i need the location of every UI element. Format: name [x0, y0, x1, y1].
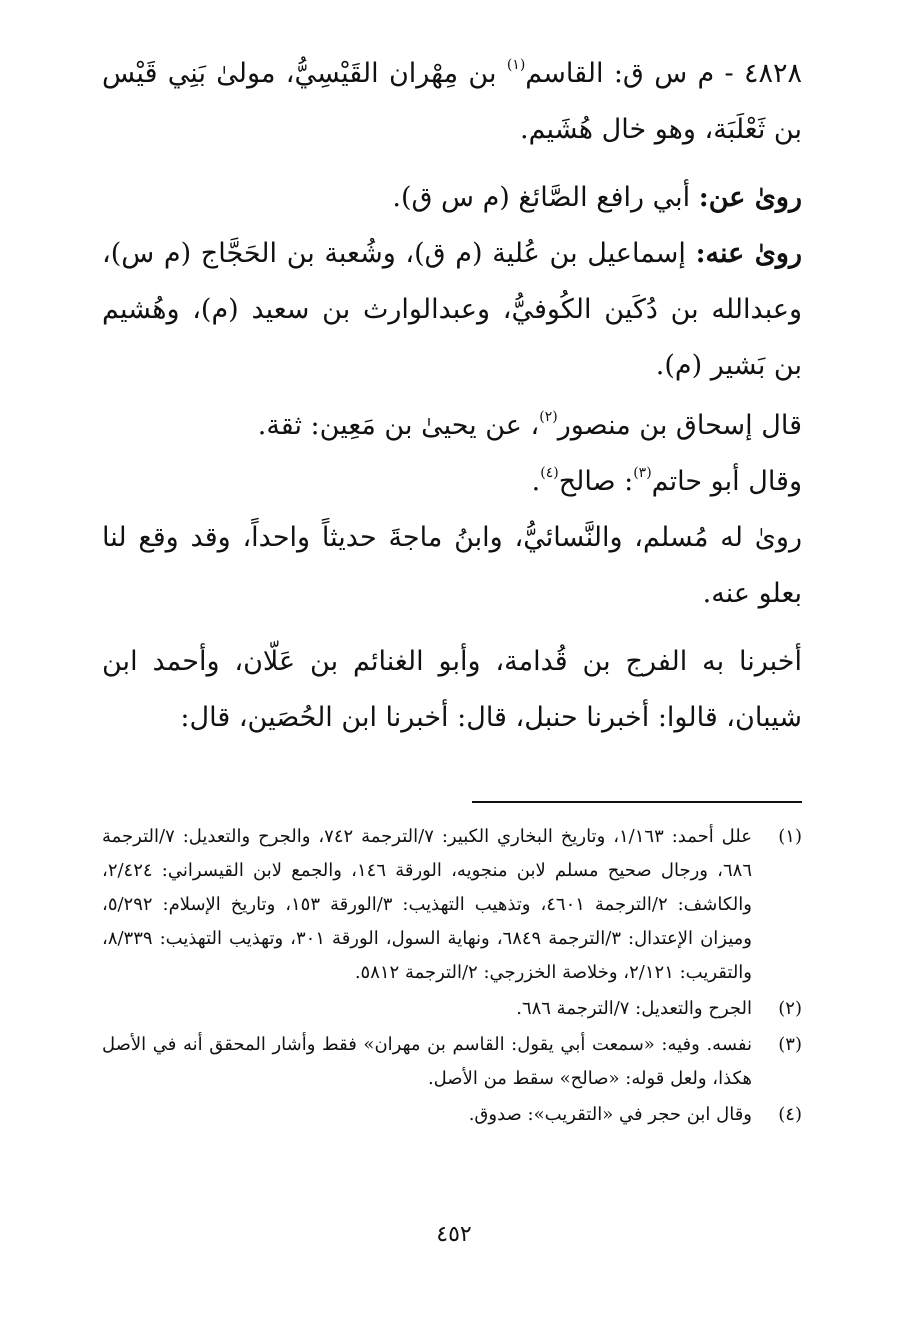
- rawa-anhu-paragraph: [102, 226, 802, 394]
- qala-ishaq-paragraph: [102, 398, 802, 454]
- footnote-ref-4[interactable]: (٤): [540, 465, 559, 481]
- entry-body: [102, 46, 802, 746]
- footnote-text: علل أحمد: ١/١٦٣، وتاريخ البخاري الكبير: ٧/الترجمة ٧٤٢، والجرح والتعديل: ٧/الترجمة ٦٨٦، ورجال صحيح مسلم لابن منجويه، الورقة ١٤٦، والجمع لابن القيسراني: ٢/٤٢٤، والكاشف: ٢/الترجمة ٤٦٠١، وتذهيب التهذيب: ٣/الورقة ١٥٣، وتاريخ الإسلام: ٥/٢٩٢، وميزان الإعتدال: ٣/الترجمة ٦٨٤٩، ونهاية السول، الورقة ٣٠١، وتهذيب التهذيب: ٨/٣٣٩، والتقريب: ٢/١٢١، وخلاصة الخزرجي: ٢/الترجمة ٥٨١٢.: [102, 826, 752, 983]
- rawa-an-label: روىٰ عن:: [698, 182, 802, 213]
- footnote-number: (٤): [778, 1104, 802, 1125]
- footnotes: [102, 820, 802, 1134]
- footnote-3: [102, 1028, 802, 1096]
- footnote-1: [102, 820, 802, 990]
- footnote-4: [102, 1098, 802, 1132]
- rawa-an-text: أبي رافع الصَّائغ (م س ق).: [392, 182, 699, 213]
- footnote-text: الجرح والتعديل: ٧/الترجمة ٦٨٦.: [516, 998, 752, 1019]
- qala-abu-hatim-end: .: [531, 466, 541, 497]
- qala-abu-hatim-verdict: : صالح: [558, 466, 634, 497]
- footnote-ref-1[interactable]: (١): [506, 57, 526, 73]
- akhbarana-paragraph: أخبرنا به الفرج بن قُدامة، وأبو الغنائم بن عَلّان، وأحمد ابن شيبان، قالوا: أخبرنا حنبل، قال: أخبرنا ابن الحُصَين، قال:: [102, 646, 802, 733]
- rawa-anhu-label: روىٰ عنه:: [695, 238, 802, 269]
- footnote-ref-3[interactable]: (٣): [633, 465, 652, 481]
- entry-heading: [102, 46, 802, 158]
- rawa-an-paragraph: [102, 170, 802, 226]
- footnote-text: وقال ابن حجر في «التقريب»: صدوق.: [468, 1104, 752, 1125]
- qala-ishaq-text: قال إسحاق بن منصور: [557, 410, 802, 441]
- footnote-text: نفسه. وفيه: «سمعت أبي يقول: القاسم بن مهران» فقط وأشار المحقق أنه في الأصل هكذا، ولعل قوله: «صالح» سقط من الأصل.: [102, 1034, 752, 1089]
- footnote-divider: [472, 801, 802, 803]
- rawa-lahu-paragraph: روىٰ له مُسلم، والنَّسائيُّ، وابنُ ماجةَ حديثاً واحداً، وقد وقع لنا بعلو عنه.: [102, 522, 802, 609]
- footnote-ref-2[interactable]: (٢): [539, 409, 558, 425]
- footnote-2: [102, 992, 802, 1026]
- footnote-number: (١): [778, 826, 802, 847]
- qala-abu-hatim-text: وقال أبو حاتم: [651, 466, 802, 497]
- rawa-anhu-text: إسماعيل بن عُلية (م ق)، وشُعبة بن الحَجَّاج (م س)، وعبدالله بن دُكَين الكُوفيُّ، وعبدالوارث بن سعيد (م)، وهُشيم بن بَشير (م).: [102, 238, 802, 381]
- page-number: ٤٥٢: [436, 1222, 472, 1247]
- qala-abu-hatim-paragraph: [102, 454, 802, 510]
- entry-lineage: بن مِهْران القَيْسِيُّ، مولىٰ بَنِي قَيْس بن ثَعْلَبَة، وهو خال هُشَيم.: [102, 58, 802, 145]
- footnote-number: (٣): [778, 1034, 802, 1055]
- entry-number-and-name: ٤٨٢٨ - م س ق: القاسم: [525, 58, 802, 89]
- qala-ishaq-verdict: ، عن يحيىٰ بن مَعِين: ثقة.: [257, 410, 540, 441]
- footnote-number: (٢): [778, 998, 802, 1019]
